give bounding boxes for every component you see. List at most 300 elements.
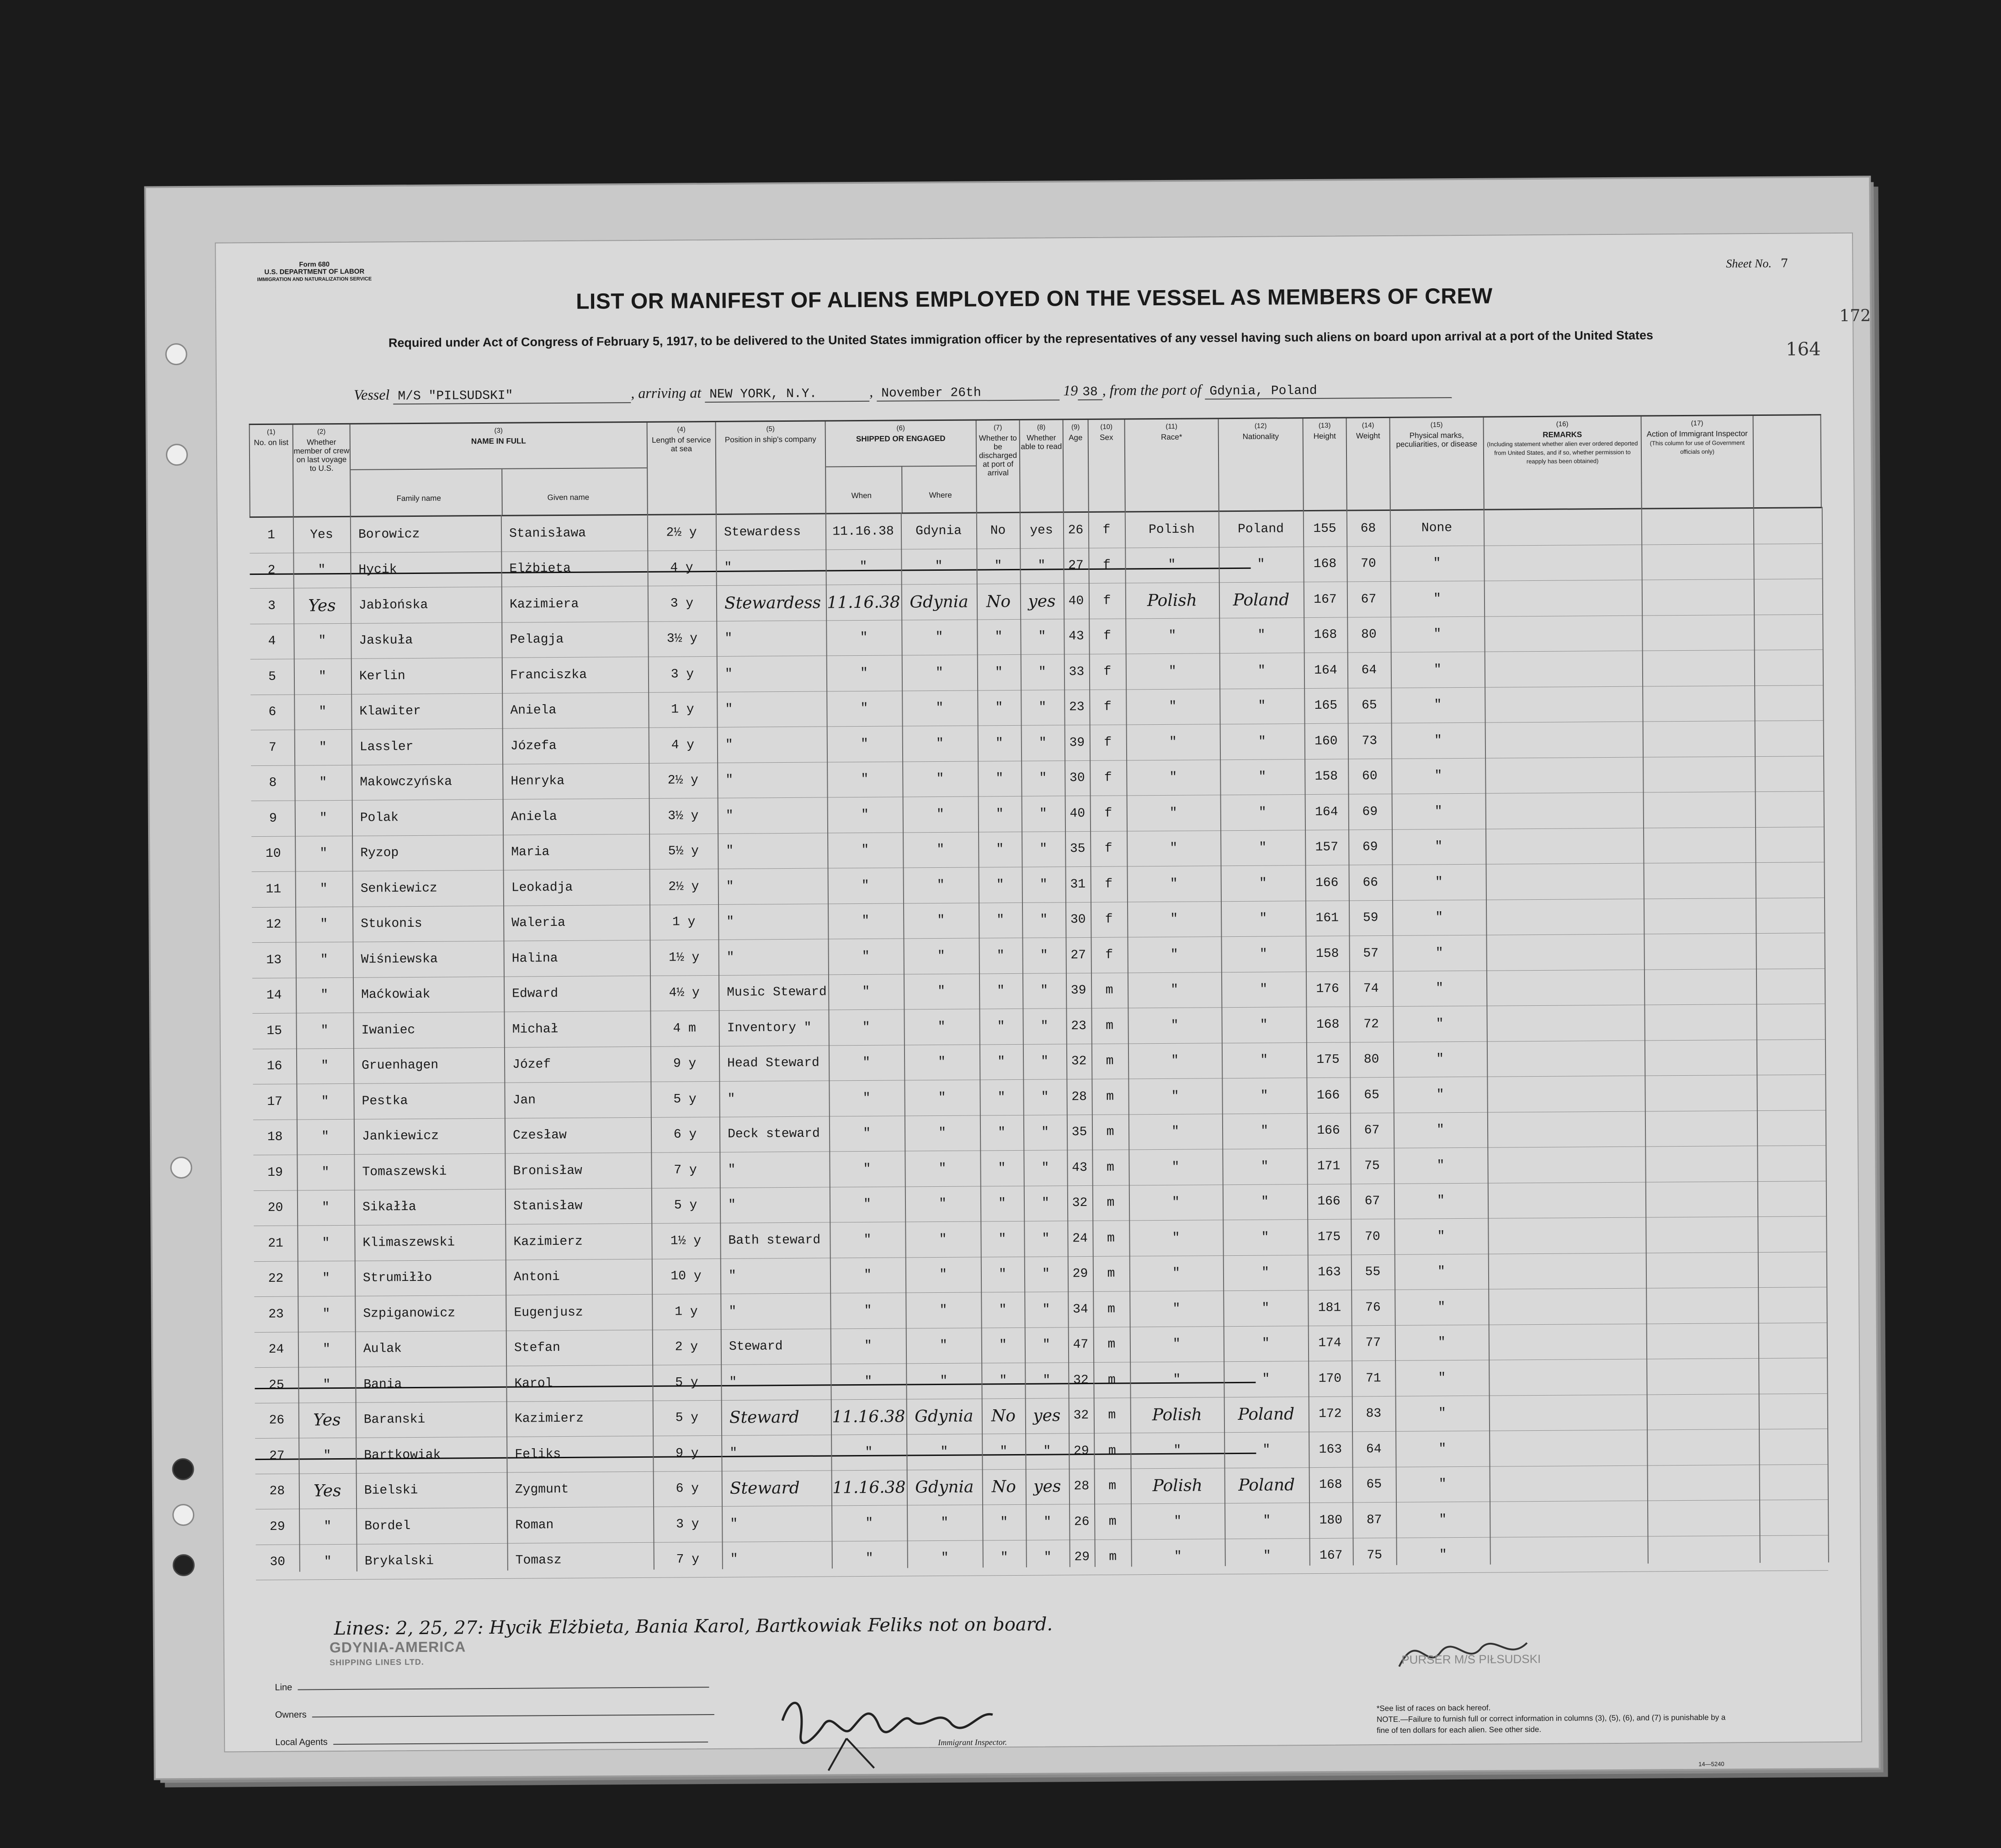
cell-age: 27 [1068, 558, 1084, 573]
cell-given: Stefan [514, 1341, 560, 1355]
cell-discharged: " [997, 1090, 1006, 1105]
cell-given: Stanisława [509, 526, 586, 541]
cell-prev: " [319, 846, 328, 861]
col-header-shipped: (6) SHIPPED OR ENGAGED When Where [825, 420, 976, 513]
cell-sex: m [1105, 983, 1113, 998]
punch-hole [172, 1458, 194, 1480]
cell-when: " [862, 914, 870, 929]
cell-where: " [940, 1374, 948, 1388]
cell-read: " [1040, 913, 1048, 927]
cell-race: " [1172, 1266, 1180, 1281]
cell-nationality: " [1257, 628, 1266, 643]
cell-given: Jan [512, 1093, 536, 1108]
cell-discharged: " [998, 1126, 1006, 1140]
cell-race: " [1172, 1195, 1180, 1210]
cell-nationality: " [1257, 557, 1265, 572]
cell-read: " [1038, 665, 1046, 680]
cell-service: 7 y [674, 1163, 697, 1178]
cell-where: " [940, 1444, 948, 1459]
cell-height: 160 [1314, 734, 1338, 749]
cell-race: Polish [1152, 1405, 1203, 1425]
punch-hole [166, 444, 188, 466]
cell-read: " [1043, 1444, 1051, 1459]
cell-given: Feliks [515, 1447, 561, 1462]
cell-no: 17 [267, 1094, 283, 1109]
cell-prev: " [324, 1519, 332, 1534]
cell-weight: 68 [1360, 521, 1376, 536]
cell-service: 3 y [671, 667, 694, 682]
cell-position: Stewardess [724, 525, 801, 540]
cell-no: 2 [267, 563, 276, 578]
cell-prev: " [319, 740, 327, 755]
cell-sex: f [1103, 594, 1111, 608]
cell-read: yes [1028, 592, 1056, 611]
cell-when: " [861, 772, 869, 787]
cell-position: Bath steward [728, 1233, 821, 1248]
cell-read: " [1042, 1232, 1050, 1246]
cell-age: 27 [1070, 948, 1086, 962]
cell-position: " [726, 844, 734, 859]
cell-marks: " [1437, 1335, 1446, 1350]
cell-discharged: " [996, 877, 1004, 892]
cell-prev: " [322, 1306, 330, 1321]
cell-marks: " [1438, 1406, 1446, 1421]
cell-family: Lassler [359, 739, 414, 754]
cell-position: " [725, 738, 733, 752]
cell-position: " [724, 667, 733, 681]
cell-discharged: " [1000, 1515, 1008, 1529]
cell-marks: " [1437, 1194, 1445, 1208]
cell-position: " [730, 1552, 738, 1567]
cell-weight: 65 [1364, 1088, 1379, 1103]
cell-sex: m [1107, 1231, 1115, 1246]
cell-weight: 72 [1363, 1017, 1379, 1032]
cell-read: " [1041, 1054, 1049, 1069]
cell-sex: f [1102, 558, 1111, 573]
cell-service: 1 y [672, 915, 696, 929]
cell-height: 155 [1313, 521, 1336, 536]
cell-marks: " [1436, 1016, 1444, 1031]
cell-marks: " [1436, 981, 1444, 996]
cell-when: " [863, 1197, 872, 1212]
cell-service: 9 y [676, 1446, 699, 1461]
cell-age: 26 [1068, 523, 1084, 537]
cell-read: " [1043, 1550, 1052, 1565]
cell-weight: 67 [1361, 592, 1377, 607]
cell-weight: 69 [1362, 840, 1378, 855]
cell-weight: 75 [1367, 1548, 1383, 1563]
cell-given: Bronisław [513, 1163, 582, 1179]
cell-no: 7 [268, 740, 277, 755]
cell-marks: " [1435, 839, 1443, 854]
from-label: , from the port of [1102, 381, 1202, 398]
cell-read: " [1038, 558, 1046, 573]
cell-family: Borowicz [358, 527, 420, 542]
cell-service: 3 y [676, 1517, 699, 1532]
cell-read: " [1042, 1196, 1050, 1211]
cell-discharged: " [997, 1019, 1005, 1034]
cell-when: 11.16.38 [832, 1407, 905, 1427]
cell-age: 35 [1071, 1125, 1087, 1140]
arrival-port: NEW YORK, N.Y. [705, 387, 869, 403]
cell-discharged: " [998, 1232, 1006, 1246]
cell-family: Makowczyńska [360, 775, 452, 790]
cell-marks: " [1434, 769, 1442, 783]
cell-no: 6 [268, 705, 277, 720]
cell-marks: " [1437, 1158, 1445, 1173]
cell-discharged: No [991, 1407, 1016, 1426]
cell-where: " [938, 1090, 946, 1105]
cell-age: 24 [1072, 1231, 1088, 1246]
cell-discharged: " [998, 1267, 1006, 1282]
cell-when: " [861, 807, 869, 822]
cell-nationality: " [1259, 947, 1267, 961]
col-header-read: (8) Whether able to read [1019, 420, 1063, 512]
where-header: Where [929, 490, 952, 500]
cell-where: " [937, 878, 945, 892]
cell-given: Pelagja [510, 632, 564, 647]
cell-weight: 70 [1365, 1229, 1380, 1244]
cell-where: " [941, 1515, 949, 1530]
cell-age: 32 [1071, 1054, 1087, 1069]
form-identifier [257, 261, 372, 284]
cell-family: Jankiewicz [362, 1129, 439, 1144]
cell-service: 3½ y [668, 808, 699, 823]
cell-given: Leokadja [511, 880, 573, 895]
cell-no: 22 [268, 1272, 284, 1286]
cell-weight: 67 [1364, 1194, 1380, 1209]
cell-service: 5 y [674, 1198, 697, 1213]
cell-discharged: " [999, 1302, 1007, 1317]
cell-discharged: " [995, 807, 1004, 821]
cell-position: " [724, 560, 732, 575]
cell-marks: " [1435, 910, 1443, 925]
cell-height: 161 [1315, 911, 1339, 926]
cell-age: 32 [1073, 1408, 1089, 1423]
inspector-signature [773, 1683, 1011, 1775]
department-name: U.S. DEPARTMENT OF LABOR [264, 267, 365, 276]
cell-family: Aulak [363, 1342, 402, 1356]
cell-family: Klimaszewski [362, 1235, 455, 1250]
cell-family: Szpiganowicz [363, 1306, 456, 1321]
cell-position: Steward [729, 1408, 799, 1428]
page-subtitle: Required under Act of Congress of February 5, 1917, to be delivered to the United States immigration officer by the representatives of any vessel having such aliens on board upon arrival at a port of the United States [388, 328, 1654, 350]
cell-nationality: " [1261, 1159, 1269, 1174]
cell-nationality: " [1261, 1195, 1269, 1209]
cell-discharged: " [996, 948, 1005, 963]
cell-given: Aniela [510, 703, 557, 718]
cell-family: Maćkowiak [361, 988, 431, 1002]
cell-no: 27 [269, 1449, 285, 1463]
cell-height: 164 [1314, 663, 1337, 678]
cell-marks: " [1434, 698, 1442, 712]
agent-stamp-line1: GDYNIA-AMERICA [329, 1638, 466, 1656]
cell-weight: 69 [1362, 804, 1378, 819]
cell-sex: f [1105, 912, 1113, 927]
not-on-board-note: Lines: 2, 25, 27: Hycik Elżbieta, Bania Karol, Bartkowiak Feliks not on board. [334, 1614, 1053, 1640]
cell-given: Michał [512, 1022, 559, 1037]
cell-sex: m [1108, 1514, 1117, 1529]
col-header-height: (13) Height [1303, 419, 1346, 510]
cell-position: " [728, 1198, 736, 1213]
cell-weight: 57 [1363, 946, 1379, 961]
cell-where: Gdynia [910, 592, 969, 612]
cell-where: Gdynia [915, 1477, 974, 1497]
cell-no: 8 [269, 776, 277, 791]
cell-no: 13 [266, 953, 282, 967]
cell-when: " [863, 1232, 872, 1247]
cell-height: 163 [1319, 1442, 1342, 1457]
cell-marks: " [1433, 627, 1442, 642]
cell-height: 168 [1314, 627, 1337, 643]
cell-height: 172 [1319, 1407, 1342, 1422]
cell-family: Bartkowiak [364, 1448, 441, 1463]
cell-nationality: " [1260, 982, 1268, 997]
cell-given: Józefa [510, 738, 557, 754]
cell-position: " [729, 1375, 737, 1390]
cell-position: Steward [729, 1479, 800, 1498]
cell-sex: f [1104, 735, 1112, 750]
cell-weight: 64 [1366, 1442, 1382, 1457]
cell-race: Polish [1148, 522, 1195, 537]
cell-marks: " [1439, 1512, 1447, 1527]
cell-prev: " [320, 1023, 329, 1038]
cell-read: yes [1033, 1477, 1061, 1496]
cell-sex: f [1104, 770, 1112, 786]
cell-nationality: Poland [1237, 522, 1284, 536]
cell-family: Ryzop [360, 846, 399, 860]
cell-height: 158 [1315, 946, 1339, 961]
cell-given: Maria [511, 845, 550, 860]
punch-hole [173, 1554, 195, 1576]
cell-given: Kazimiera [509, 597, 579, 612]
cell-where: " [936, 701, 944, 716]
cell-race: " [1173, 1443, 1181, 1458]
cell-weight: 67 [1364, 1123, 1380, 1138]
cell-age: 43 [1072, 1160, 1087, 1175]
punch-hole [172, 1504, 194, 1526]
cell-given: Halina [511, 951, 558, 966]
form-number: Form 680 [299, 260, 330, 269]
cell-read: " [1040, 948, 1048, 963]
cell-when: " [863, 1126, 871, 1141]
cell-prev: Yes [310, 527, 333, 542]
cell-read: " [1041, 1161, 1049, 1175]
table-header [249, 415, 1822, 518]
cell-marks: " [1436, 1052, 1444, 1067]
cell-when: " [861, 878, 869, 893]
cell-sex: m [1107, 1373, 1116, 1387]
cell-position: " [730, 1517, 738, 1531]
cell-prev: " [322, 1342, 330, 1357]
cell-discharged: No [990, 523, 1006, 538]
cell-discharged: " [996, 913, 1005, 928]
cell-marks: " [1433, 556, 1441, 571]
cell-family: Wiśniewska [361, 952, 438, 967]
cell-age: 34 [1073, 1302, 1088, 1317]
cell-when: 11.16.38 [832, 524, 894, 539]
cell-no: 29 [269, 1519, 285, 1534]
cell-given: Antoni [513, 1270, 560, 1285]
cell-family: Bania [363, 1377, 402, 1392]
cell-prev: Yes [313, 1411, 341, 1430]
cell-position: " [729, 1304, 737, 1319]
cell-height: 180 [1319, 1513, 1343, 1528]
cell-read: " [1038, 700, 1047, 715]
cell-no: 21 [268, 1236, 283, 1251]
cell-weight: 80 [1363, 1052, 1379, 1067]
cell-read: yes [1030, 523, 1053, 538]
cell-when: " [864, 1374, 873, 1389]
cell-prev: " [321, 1094, 329, 1109]
cell-nationality: " [1260, 1053, 1268, 1067]
col-header-service: (4) Length of service at sea [647, 422, 716, 514]
cell-age: 43 [1069, 629, 1084, 644]
cell-marks: " [1437, 1300, 1446, 1315]
col-header-age: (9) Age [1063, 420, 1088, 511]
cell-height: 168 [1316, 1017, 1340, 1032]
cell-race: " [1174, 1514, 1182, 1529]
cell-marks: " [1433, 592, 1441, 606]
cell-read: " [1038, 736, 1047, 750]
cell-race: " [1171, 983, 1179, 998]
col-header-nationality: (12) Nationality [1218, 419, 1303, 510]
cell-no: 3 [267, 599, 276, 613]
cell-no: 19 [267, 1165, 283, 1180]
cell-discharged: " [997, 984, 1005, 998]
cell-prev: Yes [313, 1482, 341, 1501]
cell-no: 1 [267, 528, 276, 542]
cell-sex: f [1103, 629, 1111, 644]
cell-nationality: " [1258, 699, 1266, 713]
cell-height: 163 [1318, 1265, 1341, 1280]
cell-race: " [1173, 1372, 1181, 1387]
cell-prev: " [321, 1059, 329, 1073]
cell-race: " [1171, 1125, 1180, 1139]
cell-height: 165 [1314, 698, 1338, 713]
cell-prev: Yes [308, 596, 336, 616]
cell-discharged: No [991, 1477, 1016, 1497]
cell-age: 23 [1071, 1019, 1087, 1033]
cell-height: 168 [1319, 1477, 1342, 1492]
cell-read: " [1042, 1302, 1050, 1317]
cell-read: " [1043, 1373, 1051, 1388]
cell-position: " [725, 773, 734, 788]
owners-field: Owners [275, 1707, 714, 1721]
cell-discharged: No [986, 592, 1011, 611]
cell-weight: 66 [1362, 875, 1378, 890]
cell-when: " [862, 949, 870, 964]
cell-where: " [935, 559, 943, 574]
cell-race: " [1170, 841, 1178, 856]
footnote-races: *See list of races on back hereof. [1376, 1703, 1491, 1713]
cell-where: " [939, 1268, 947, 1282]
cell-prev: " [323, 1377, 331, 1392]
cell-read: " [1043, 1515, 1052, 1529]
cell-prev: " [319, 882, 328, 897]
cell-height: 175 [1317, 1230, 1341, 1244]
service-name: IMMIGRATION AND NATURALIZATION SERVICE [257, 276, 372, 283]
cell-given: Henryka [511, 774, 565, 789]
cell-prev: " [320, 952, 328, 967]
vessel-line: Vessel M/S "PILSUDSKI" , arriving at NEW YORK, N.Y. , November 26th 19 38 , from the port of Gdynia, Poland [354, 380, 1452, 405]
cell-where: " [937, 984, 946, 999]
cell-discharged: " [995, 736, 1003, 750]
cell-where: " [936, 736, 944, 751]
cell-read: " [1039, 842, 1048, 856]
footnotes [1377, 1701, 1733, 1736]
cell-nationality: " [1258, 805, 1267, 820]
cell-age: 30 [1070, 913, 1086, 927]
cell-family: Baranski [363, 1413, 426, 1427]
cell-read: " [1040, 983, 1048, 998]
cell-read: " [1039, 807, 1047, 821]
cell-weight: 60 [1362, 769, 1378, 784]
cell-nationality: " [1258, 770, 1267, 784]
cell-position: " [726, 950, 734, 965]
arriving-label: , arriving at [631, 384, 702, 402]
cell-height: 174 [1318, 1336, 1341, 1351]
cell-when: " [860, 701, 868, 716]
cell-when: " [860, 666, 868, 680]
cell-nationality: " [1261, 1301, 1270, 1316]
cell-given: Zygmunt [515, 1482, 569, 1497]
cell-when: " [865, 1551, 873, 1566]
cell-sex: f [1105, 948, 1113, 962]
cell-weight: 76 [1365, 1300, 1381, 1315]
cell-age: 32 [1073, 1373, 1089, 1387]
cell-service: 5 y [675, 1411, 699, 1425]
purser-stamp: PURSER M/S PIŁSUDSKI [1401, 1652, 1541, 1667]
cell-given: Roman [515, 1518, 554, 1533]
cell-nationality: " [1261, 1124, 1269, 1138]
cell-age: 39 [1069, 735, 1085, 750]
cell-prev: " [322, 1236, 330, 1250]
cell-nationality: " [1260, 1089, 1268, 1103]
cell-sex: f [1102, 523, 1111, 537]
cell-sex: f [1103, 700, 1112, 715]
cell-service: 3½ y [666, 632, 698, 646]
cell-age: 32 [1072, 1196, 1088, 1211]
cell-weight: 59 [1362, 911, 1378, 925]
cell-sex: m [1106, 1089, 1114, 1104]
cell-sex: m [1108, 1479, 1117, 1493]
cell-marks: " [1438, 1477, 1447, 1492]
cell-marks: " [1435, 945, 1443, 961]
local-agents-field: Local Agents [275, 1735, 708, 1748]
col-header-name: (3) NAME IN FULL Family name Given name [350, 423, 647, 516]
cell-nationality: " [1259, 840, 1267, 855]
cell-given: Aniela [511, 809, 557, 824]
cell-weight: 77 [1365, 1336, 1381, 1350]
cell-race: " [1168, 629, 1176, 643]
cell-given: Kazimierz [514, 1411, 584, 1426]
cell-weight: 87 [1366, 1513, 1382, 1528]
frame-stamp: 164 [1786, 339, 1821, 360]
cell-where: " [937, 949, 945, 963]
cell-where: " [936, 772, 944, 786]
cell-no: 26 [269, 1413, 285, 1428]
cell-weight: 55 [1365, 1265, 1381, 1280]
cell-height: 164 [1314, 805, 1338, 819]
cell-no: 20 [267, 1201, 283, 1216]
cell-where: " [939, 1197, 947, 1211]
cell-nationality: Poland [1233, 590, 1290, 610]
cell-age: 33 [1069, 664, 1085, 679]
cell-marks: " [1438, 1370, 1446, 1386]
cell-race: " [1169, 700, 1177, 714]
cell-nationality: Poland [1238, 1476, 1295, 1495]
